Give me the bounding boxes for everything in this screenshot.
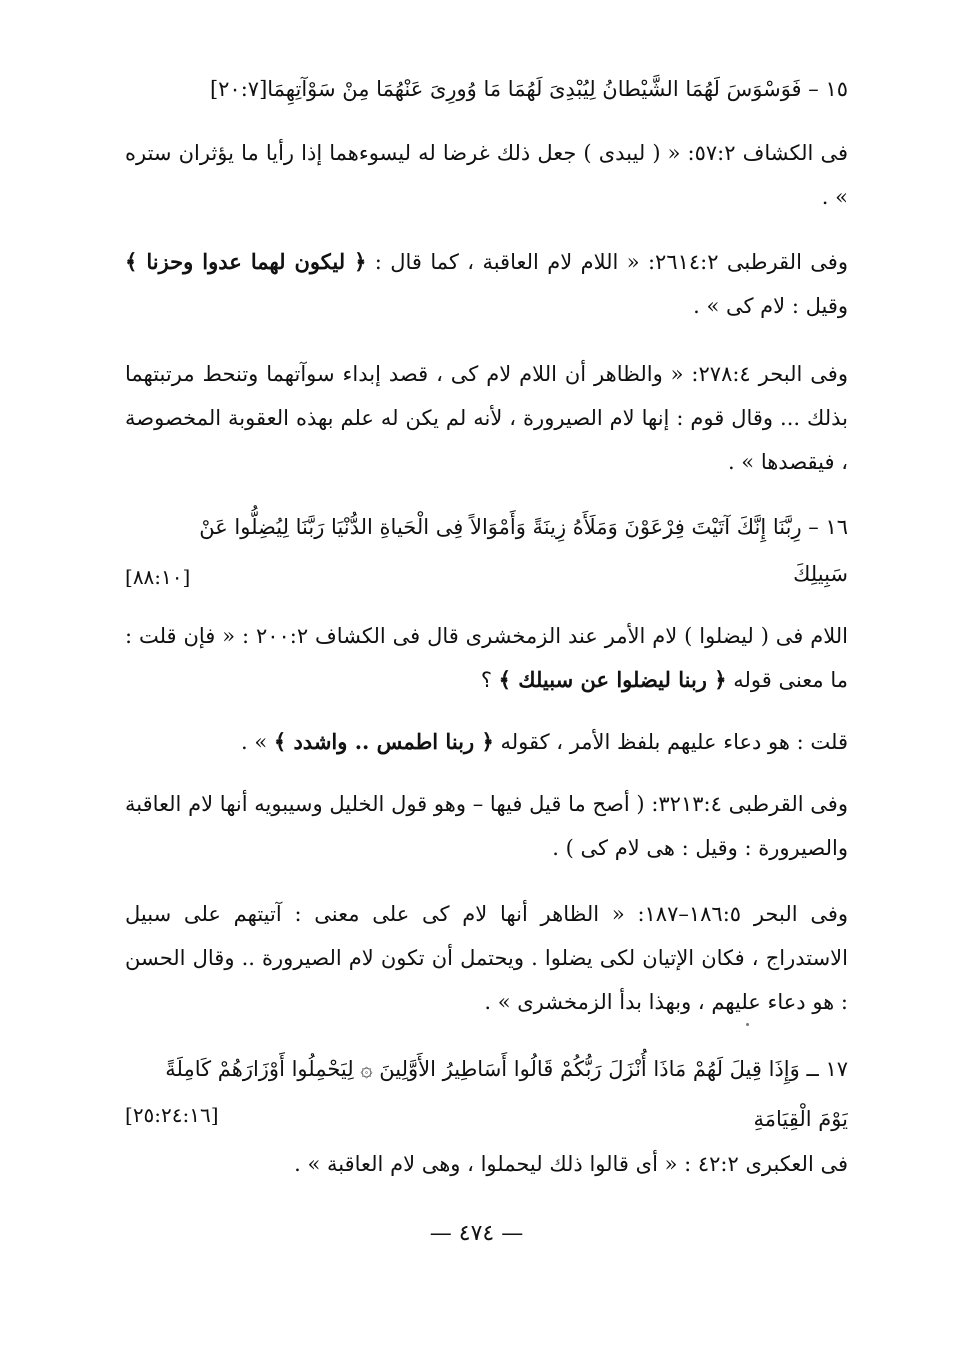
qurtubi-comment-1 xyxy=(125,240,848,328)
verse-17-line: ١٧ ــ وَإِذَا قِيلَ لَهُمْ مَاذَا أُنْزَلَ رَبُّكُمْ قَالُوا أَسَاطِيرُ الأَوَّلِينَ ۞ لِيَحْمِلُوا أَوْزَارَهُمْ كَامِلَةً xyxy=(165,1057,848,1081)
zamakhshari-comment-quote: ﴿ ربنا ليضلوا عن سبيلك ﴾ xyxy=(498,667,727,692)
qult-comment-end: » . xyxy=(240,730,274,754)
zamakhshari-comment-end: ؟ xyxy=(480,668,499,692)
kashshaf-comment-1: فى الكشاف ٥٧:٢: « ( ليبدى ) جعل ذلك غرضا له ليسوءهما إذا رأيا ما يؤثران ستره » . xyxy=(125,141,849,209)
qurtubi-comment-1-end: وقيل : لام كى » . xyxy=(693,294,848,318)
page-speck xyxy=(746,1023,749,1026)
verse-17-reference: [٢٥:٢٤:١٦] xyxy=(125,1103,219,1127)
bahr-comment-2: وفى البحر ١٨٦:٥–١٨٧: « الظاهر أنها لام كى على معنى : آتيتهم على سبيل الاستدراج ، فكان الإتيان لكى يضلوا . ويحتمل أن تكون لام الصيرورة .. وقال الحسن : هو دعاء عليهم ، وبهذا بدأ الزمخشرى » . xyxy=(125,902,848,1014)
verse-16-line-2: سَبِيلِكَ xyxy=(793,562,848,586)
bahr-comment-1: وفى البحر ٢٧٨:٤: « والظاهر أن اللام لام كى ، قصد إبداء سوآتهما وتنحط مرتبتهما بذلك ... وقال قوم : إنها لام الصيرورة ، لأنه لم يكن له علم بهذه العقوبة المخصوصة ، فيقصدها » . xyxy=(125,362,848,474)
verse-17-line-2: يَوْمَ الْقِيَامَةِ xyxy=(753,1107,848,1131)
qurtubi-comment-1-quote: ﴿ ليكون لهما عدوا وحزنا ﴾ xyxy=(125,249,367,274)
qult-comment xyxy=(125,720,848,764)
qult-comment-start: قلت : هو دعاء عليهم بلفظ الأمر ، كقوله xyxy=(493,730,848,754)
verse-16-line: ١٦ – رِبَّنَا إِنَّكَ آتَيْتَ فِرْعَوْنَ وَمَلَأَهُ زِينَةً وَأَمْوَالاً فِى الْحَياةِ الدُّنْيَا رَبَّنَا لِيُضِلُّوا عَنْ xyxy=(199,515,848,539)
zamakhshari-comment xyxy=(125,614,848,702)
ukbari-comment: فى العكبرى ٤٢:٢ : « أى قالوا ذلك ليحملوا ، وهى لام العاقبة » . xyxy=(294,1152,848,1176)
qurtubi-comment-1-start: وفى القرطبى ٢٦١٤:٢: « اللام لام العاقبة ، كما قال : xyxy=(366,250,848,274)
zamakhshari-comment-start: اللام فى ( ليضلوا ) لام الأمر عند الزمخشرى قال فى الكشاف ٢٠٠:٢ : « فإن قلت : ما معنى قوله xyxy=(125,624,848,692)
verse-16-reference: [٨٨:١٠] xyxy=(125,565,191,589)
verse-15-line: ١٥ – فَوَسْوَسَ لَهُمَا الشَّيْطانُ لِيُبْدِىَ لَهُمَا مَا وُورِىَ عَنْهُمَا مِنْ سَوْآتِهِمَا[٢٠:٧] xyxy=(209,77,848,101)
qurtubi-comment-2: وفى القرطبى ٣٢١٣:٤: ( أصح ما قيل فيها – وهو قول الخليل وسيبويه أنها لام العاقبة والصيرورة : وقيل : هى لام كى ) . xyxy=(125,792,848,860)
qult-comment-quote: ﴿ ربنا اطمس .. واشدد ﴾ xyxy=(273,729,494,754)
page-number: — ٤٧٤ — xyxy=(429,1221,524,1246)
